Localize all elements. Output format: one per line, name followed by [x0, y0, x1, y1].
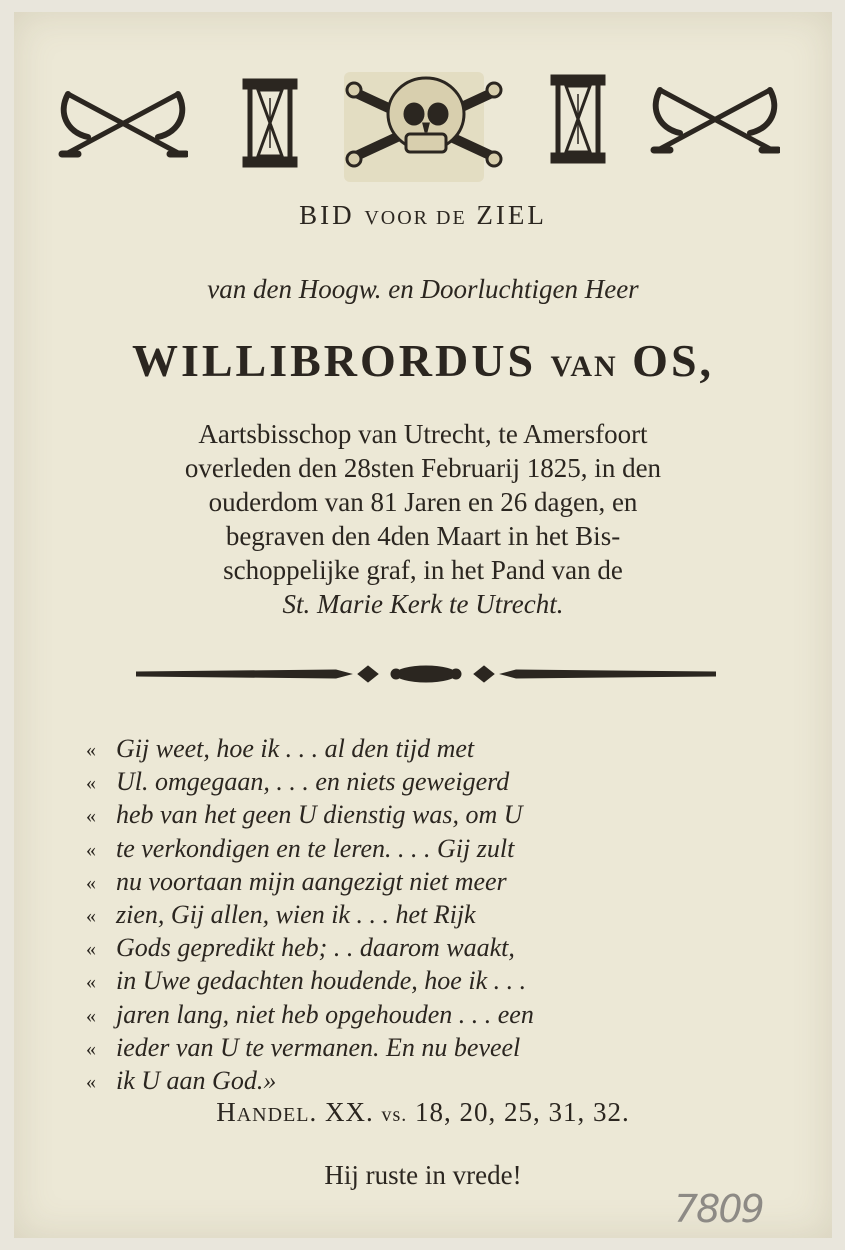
quote-line [86, 798, 806, 831]
quote-line [86, 998, 806, 1031]
biography-line: ouderdom van 81 Jaren en 26 dagen, en [208, 487, 638, 517]
quote-mark: « [86, 1037, 96, 1060]
heading-word-ziel: ZIEL [476, 200, 547, 230]
quote-line [86, 765, 806, 798]
quote-text: heb van het geen U dienstig was, om U [116, 800, 523, 830]
quote-mark: « [86, 904, 96, 927]
name-particle: VAN [550, 350, 618, 383]
scripture-quote [86, 732, 806, 1097]
quote-mark: « [86, 1070, 96, 1093]
reference-book: ANDEL [236, 1104, 310, 1126]
hourglass-icon [242, 78, 298, 168]
quote-mark: « [86, 871, 96, 894]
reference-verses-label: vs. [381, 1104, 408, 1126]
quote-text: Gij weet, hoe ik . . . al den tijd met [116, 734, 475, 763]
hourglass-icon [550, 74, 606, 164]
quote-mark: « [86, 1004, 96, 1027]
quote-line [86, 732, 806, 765]
heading-words-voor-de: VOOR DE [364, 207, 467, 229]
quote-text: ieder van U te vermanen. En nu beveel [116, 1032, 521, 1062]
quote-line [86, 898, 806, 931]
quote-line [86, 832, 806, 865]
reference-chapter: . XX. [309, 1097, 374, 1127]
quote-text: nu voortaan mijn aangezigt niet meer [116, 866, 507, 896]
quote-mark: « [86, 772, 96, 795]
memorial-card [14, 12, 832, 1238]
biography-line: schoppelijke graf, in het Pand van de [223, 555, 623, 585]
pencil-inventory-number: 7809 [674, 1187, 763, 1231]
heading-word-bid: BID [299, 200, 355, 230]
closing-line: Hij ruste in vrede! [324, 1160, 522, 1190]
scripture-reference [14, 1097, 832, 1128]
quote-mark: « [86, 971, 96, 994]
ornament-row [14, 72, 832, 182]
quote-line [86, 931, 806, 964]
prayer-heading [14, 200, 832, 231]
quote-text: in Uwe gedachten houdende, hoe ik . . . [116, 966, 527, 996]
quote-line [86, 1064, 806, 1097]
honorific-line: van den Hoogw. en Doorluchtigen Heer [207, 274, 639, 304]
biography-line: begraven den 4den Maart in het Bis- [225, 521, 621, 551]
ornamental-divider [136, 662, 716, 686]
quote-text: Ul. omgegaan, . . . en niets geweigerd [116, 767, 510, 797]
quote-mark: « [86, 805, 96, 828]
quote-text: Gods gepredikt heb; . . daarom waakt, [116, 933, 515, 963]
quote-text: te verkondigen en te leren. . . . Gij zult [116, 833, 515, 863]
quote-line [86, 1031, 806, 1064]
biography-line: St. Marie Kerk te Utrecht. [282, 589, 564, 619]
crossed-scythes-icon [650, 78, 780, 158]
reference-initial: H [216, 1097, 237, 1127]
skull-crossbones-icon [344, 72, 504, 172]
biography-line: overleden den 28sten Februarij 1825, in den [184, 453, 662, 483]
quote-text: ik U aan God.» [116, 1065, 277, 1095]
quote-line [86, 964, 806, 997]
biography-line: Aartsbisschop van Utrecht, te Amersfoort [198, 419, 648, 449]
quote-text: jaren lang, niet heb opgehouden . . . een [116, 999, 534, 1029]
crossed-scythes-icon [58, 82, 188, 162]
quote-text: zien, Gij allen, wien ik . . . het Rijk [116, 899, 476, 929]
reference-verses: 18, 20, 25, 31, 32. [415, 1097, 630, 1127]
quote-mark: « [86, 739, 96, 761]
biography-block [14, 417, 832, 621]
deceased-name [14, 334, 832, 387]
name-first: WILLIBRORDUS [131, 335, 537, 386]
quote-line [86, 865, 806, 898]
quote-mark: « [86, 838, 96, 861]
name-last: OS, [632, 335, 715, 386]
quote-mark: « [86, 938, 96, 961]
